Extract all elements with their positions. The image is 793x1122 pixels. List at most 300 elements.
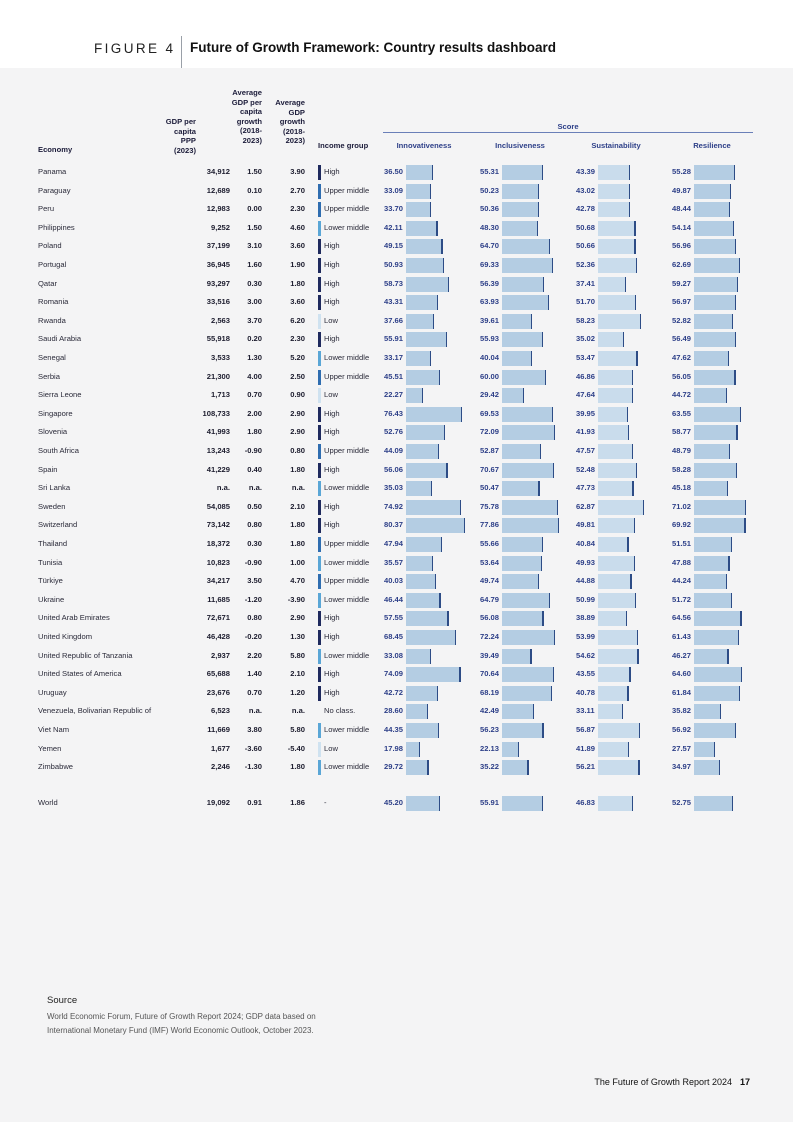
incl-bar-fill xyxy=(502,202,538,217)
incl-score-value: 56.23 xyxy=(480,725,500,734)
sust-score-value: 38.89 xyxy=(576,613,596,623)
income-group-marker xyxy=(318,593,321,608)
income-group-label: High xyxy=(324,241,340,251)
incl-bar-tick xyxy=(537,221,538,236)
innov-score-value: 57.55 xyxy=(384,613,404,623)
sust-bar-tick xyxy=(629,165,630,180)
sust-bar-tick xyxy=(634,556,635,571)
sust-bar-tick xyxy=(629,184,630,199)
resil-score-bar xyxy=(694,593,732,608)
sust-score-value: 43.02 xyxy=(576,185,596,195)
incl-bar-fill xyxy=(502,796,542,811)
innov-bar-fill xyxy=(406,239,441,254)
innov-score-value: 33.70 xyxy=(384,204,404,214)
gdp-growth-value: 4.60 xyxy=(290,222,305,232)
resil-bar-tick xyxy=(744,518,745,533)
incl-bar-tick xyxy=(518,742,519,757)
resil-score-bar xyxy=(694,425,738,440)
incl-bar-fill xyxy=(502,500,557,515)
resil-bar-fill xyxy=(694,463,736,478)
resil-score-value: 64.60 xyxy=(672,669,692,679)
resil-score-bar xyxy=(694,165,735,180)
incl-bar-fill xyxy=(502,221,537,236)
income-group-marker xyxy=(318,481,321,496)
gdp-pc-growth-value: 0.20 xyxy=(247,334,262,344)
resil-bar-tick xyxy=(735,239,736,254)
sust-score-value: 42.78 xyxy=(576,204,596,214)
sust-bar-tick xyxy=(638,760,639,775)
resil-score-value: 69.92 xyxy=(672,520,692,530)
page-header xyxy=(0,0,793,68)
resil-bar-tick xyxy=(739,258,740,273)
resil-score-bar xyxy=(694,277,738,292)
incl-bar-fill xyxy=(502,742,518,757)
innov-bar-tick xyxy=(447,611,448,626)
income-group-label: Lower middle xyxy=(324,557,370,567)
table-row xyxy=(0,182,793,201)
resil-score-bar xyxy=(694,649,729,664)
innov-score-bar xyxy=(406,481,432,496)
incl-bar-tick xyxy=(530,649,531,664)
sust-score-bar xyxy=(598,556,635,571)
innov-bar-fill xyxy=(406,611,447,626)
sust-bar-fill xyxy=(598,611,626,626)
innov-score-bar xyxy=(406,760,429,775)
economy-name: Philippines xyxy=(38,222,75,232)
income-group-marker xyxy=(318,444,321,459)
income-group-marker xyxy=(318,574,321,589)
income-group-label: Low xyxy=(324,390,338,400)
sust-score-bar xyxy=(598,444,633,459)
table-row xyxy=(0,423,793,442)
sust-bar-tick xyxy=(639,723,640,738)
economy-name: United States of America xyxy=(38,669,122,679)
economy-name: United Arab Emirates xyxy=(38,613,110,623)
income-group-label: Lower middle xyxy=(324,222,370,232)
incl-score-bar xyxy=(502,407,553,422)
gdp-pc-growth-value: 3.00 xyxy=(247,297,262,307)
incl-bar-fill xyxy=(502,593,549,608)
sust-score-bar xyxy=(598,165,630,180)
innov-bar-tick xyxy=(441,537,442,552)
resil-bar-fill xyxy=(694,704,720,719)
gdp-growth-value: 3.60 xyxy=(290,297,305,307)
sust-score-bar xyxy=(598,574,632,589)
header-innovativeness: Innovativeness xyxy=(396,141,452,150)
incl-score-value: 64.79 xyxy=(480,594,500,604)
innov-bar-fill xyxy=(406,686,437,701)
income-group-label: Low xyxy=(324,743,338,753)
resil-bar-tick xyxy=(739,686,740,701)
gdp-pc-growth-value: 3.70 xyxy=(247,315,262,325)
sust-score-value: 43.39 xyxy=(576,167,596,176)
innov-bar-tick xyxy=(430,202,431,217)
sust-bar-tick xyxy=(632,481,633,496)
sust-bar-fill xyxy=(598,388,632,403)
incl-bar-tick xyxy=(527,760,528,775)
sust-bar-tick xyxy=(627,686,628,701)
resil-bar-tick xyxy=(740,611,741,626)
sust-bar-tick xyxy=(623,332,624,347)
resil-score-value: 56.96 xyxy=(672,241,692,251)
gdp-pc-growth-value: 3.50 xyxy=(247,576,262,586)
economy-name: Saudi Arabia xyxy=(38,334,82,344)
table-row xyxy=(0,702,793,721)
resil-bar-tick xyxy=(735,295,736,310)
resil-bar-fill xyxy=(694,760,719,775)
income-group-label: High xyxy=(324,334,340,344)
innov-score-bar xyxy=(406,537,442,552)
sust-score-bar xyxy=(598,277,626,292)
income-group-marker xyxy=(318,686,321,701)
header-sustainability: Sustainability xyxy=(591,141,641,150)
incl-score-value: 72.24 xyxy=(480,632,500,641)
incl-bar-tick xyxy=(538,202,539,217)
income-group-marker xyxy=(318,388,321,403)
incl-score-bar xyxy=(502,500,558,515)
resil-bar-tick xyxy=(731,537,732,552)
sust-score-value: 44.88 xyxy=(576,576,596,586)
economy-name: Spain xyxy=(38,464,58,474)
income-group-label: - xyxy=(324,798,327,807)
innov-score-value: 49.15 xyxy=(384,241,404,251)
sust-bar-tick xyxy=(636,351,637,366)
sust-score-bar xyxy=(598,370,633,385)
income-group-marker xyxy=(318,351,321,366)
resil-score-value: 44.72 xyxy=(672,390,692,400)
innov-score-value: 55.91 xyxy=(384,334,404,344)
income-group-label: High xyxy=(324,520,340,530)
incl-score-value: 35.22 xyxy=(480,762,500,772)
gdp-pc-growth-value: 3.80 xyxy=(247,725,262,734)
sust-score-bar xyxy=(598,481,634,496)
gdp-growth-value: n.a. xyxy=(291,706,305,716)
sust-bar-fill xyxy=(598,202,629,217)
innov-score-bar xyxy=(406,332,447,347)
table-row xyxy=(0,405,793,424)
world-row xyxy=(0,794,793,813)
header-gdp-pc-growth: Average GDP per capita growth (2018-2023) xyxy=(231,88,262,145)
economy-name: Sierra Leone xyxy=(38,390,82,400)
incl-score-bar xyxy=(502,444,541,459)
gdp-ppp-value: 19,092 xyxy=(206,798,230,807)
gdp-ppp-value: 13,243 xyxy=(206,446,230,455)
income-group-marker xyxy=(318,518,321,533)
resil-score-bar xyxy=(694,407,741,422)
gdp-growth-value: 1.80 xyxy=(290,278,305,288)
innov-bar-fill xyxy=(406,332,446,347)
incl-bar-fill xyxy=(502,649,530,664)
gdp-growth-value: 2.90 xyxy=(290,408,305,418)
resil-bar-tick xyxy=(735,332,736,347)
economy-name: Tunisia xyxy=(38,557,63,567)
sust-score-value: 49.81 xyxy=(576,520,596,530)
sust-score-value: 33.11 xyxy=(576,706,595,716)
table-row xyxy=(0,386,793,405)
income-group-marker xyxy=(318,202,321,217)
gdp-growth-value: 0.80 xyxy=(290,446,305,455)
resil-bar-fill xyxy=(694,518,744,533)
resil-score-value: 47.62 xyxy=(672,353,692,362)
incl-bar-fill xyxy=(502,239,549,254)
sust-score-value: 39.95 xyxy=(576,408,596,418)
economy-name: World xyxy=(38,798,58,807)
incl-bar-fill xyxy=(502,258,552,273)
innov-bar-tick xyxy=(461,407,462,422)
sust-bar-fill xyxy=(598,444,632,459)
footer-report-title: The Future of Growth Report 2024 xyxy=(594,1077,732,1087)
table-row xyxy=(0,498,793,517)
resil-bar-fill xyxy=(694,556,728,571)
innov-score-value: 58.73 xyxy=(384,278,404,288)
incl-score-value: 70.67 xyxy=(480,464,500,474)
table-row xyxy=(0,647,793,666)
incl-score-value: 68.19 xyxy=(480,687,500,697)
incl-score-bar xyxy=(502,239,550,254)
resil-bar-tick xyxy=(730,184,731,199)
resil-bar-fill xyxy=(694,500,745,515)
resil-bar-tick xyxy=(733,221,734,236)
incl-bar-tick xyxy=(557,500,558,515)
gdp-growth-value: 2.30 xyxy=(290,204,305,214)
sust-score-bar xyxy=(598,742,629,757)
header-inclusiveness: Inclusiveness xyxy=(495,141,545,150)
innov-bar-tick xyxy=(444,425,445,440)
resil-score-value: 71.02 xyxy=(672,501,692,511)
innov-bar-fill xyxy=(406,388,422,403)
economy-name: Poland xyxy=(38,241,62,251)
incl-score-value: 55.31 xyxy=(480,167,500,176)
resil-bar-tick xyxy=(745,500,746,515)
sust-score-value: 50.66 xyxy=(576,241,596,251)
economy-name: Uruguay xyxy=(38,687,67,697)
incl-bar-tick xyxy=(531,314,532,329)
table-row xyxy=(0,554,793,573)
resil-score-bar xyxy=(694,742,715,757)
resil-bar-tick xyxy=(729,444,730,459)
resil-score-value: 52.75 xyxy=(672,798,692,807)
gdp-ppp-value: 2,246 xyxy=(210,762,230,772)
innov-bar-fill xyxy=(406,351,430,366)
sust-bar-tick xyxy=(637,649,638,664)
incl-score-bar xyxy=(502,518,559,533)
income-group-label: High xyxy=(324,669,340,679)
incl-bar-fill xyxy=(502,760,527,775)
source-text: World Economic Forum, Future of Growth Report 2024; GDP data based on International Monetary Fund (IMF) World Economic Outlook, October 2023. xyxy=(47,1012,316,1035)
innov-bar-fill xyxy=(406,295,437,310)
sust-bar-fill xyxy=(598,518,634,533)
sust-bar-tick xyxy=(622,704,623,719)
incl-bar-fill xyxy=(502,277,543,292)
sust-score-value: 53.47 xyxy=(576,353,596,362)
sust-score-value: 53.99 xyxy=(576,632,596,641)
gdp-pc-growth-value: 1.40 xyxy=(247,669,262,679)
innov-score-bar xyxy=(406,611,449,626)
incl-bar-fill xyxy=(502,630,554,645)
incl-bar-tick xyxy=(542,796,543,811)
table-row xyxy=(0,219,793,238)
sust-bar-tick xyxy=(629,202,630,217)
incl-score-bar xyxy=(502,184,539,199)
incl-score-value: 69.33 xyxy=(480,260,500,269)
innov-bar-tick xyxy=(441,239,442,254)
economy-name: Sri Lanka xyxy=(38,483,71,493)
incl-bar-fill xyxy=(502,332,542,347)
resil-bar-tick xyxy=(714,742,715,757)
resil-score-value: 56.97 xyxy=(672,297,692,307)
gdp-ppp-value: 93,297 xyxy=(206,278,230,288)
gdp-growth-value: 3.60 xyxy=(290,241,305,251)
gdp-ppp-value: 36,945 xyxy=(206,260,230,269)
gdp-pc-growth-value: 1.50 xyxy=(247,167,262,176)
incl-score-bar xyxy=(502,221,538,236)
incl-score-value: 69.53 xyxy=(480,408,500,418)
resil-bar-fill xyxy=(694,796,732,811)
innov-bar-fill xyxy=(406,184,430,199)
sust-bar-tick xyxy=(635,295,636,310)
sust-bar-tick xyxy=(634,518,635,533)
gdp-pc-growth-value: 0.80 xyxy=(247,613,262,623)
incl-bar-fill xyxy=(502,463,553,478)
incl-bar-tick xyxy=(542,611,543,626)
incl-bar-tick xyxy=(542,165,543,180)
resil-bar-tick xyxy=(740,407,741,422)
innov-bar-fill xyxy=(406,649,430,664)
sust-bar-fill xyxy=(598,239,634,254)
resil-score-value: 64.56 xyxy=(672,613,692,623)
gdp-pc-growth-value: -0.90 xyxy=(244,557,262,567)
gdp-ppp-value: 2,937 xyxy=(210,650,230,660)
gdp-ppp-value: 72,671 xyxy=(206,613,230,623)
incl-score-value: 29.42 xyxy=(480,390,500,400)
gdp-pc-growth-value: -3.60 xyxy=(244,743,262,753)
table-row xyxy=(0,237,793,256)
gdp-pc-growth-value: 2.20 xyxy=(247,650,262,660)
incl-bar-fill xyxy=(502,611,542,626)
resil-score-value: 35.82 xyxy=(672,706,692,716)
innov-score-bar xyxy=(406,388,423,403)
innov-bar-tick xyxy=(430,649,431,664)
income-group-marker xyxy=(318,500,321,515)
incl-score-bar xyxy=(502,742,519,757)
sust-bar-fill xyxy=(598,314,640,329)
sust-bar-tick xyxy=(627,407,628,422)
table-row xyxy=(0,535,793,554)
innov-bar-fill xyxy=(406,444,438,459)
resil-score-bar xyxy=(694,518,746,533)
page-number: 17 xyxy=(739,1077,750,1087)
economy-name: South Africa xyxy=(38,446,79,455)
sust-score-bar xyxy=(598,351,638,366)
resil-score-value: 58.28 xyxy=(672,464,692,474)
incl-score-bar xyxy=(502,704,534,719)
innov-score-bar xyxy=(406,314,434,329)
incl-score-value: 56.08 xyxy=(480,613,500,623)
incl-score-value: 50.47 xyxy=(480,483,500,493)
incl-bar-tick xyxy=(554,425,555,440)
gdp-growth-value: 6.20 xyxy=(290,315,305,325)
resil-score-bar xyxy=(694,481,728,496)
gdp-pc-growth-value: 1.80 xyxy=(247,427,262,437)
resil-score-bar xyxy=(694,630,739,645)
page-footer xyxy=(0,1077,750,1087)
resil-bar-fill xyxy=(694,314,732,329)
resil-score-bar xyxy=(694,796,733,811)
sust-bar-fill xyxy=(598,649,637,664)
incl-bar-tick xyxy=(554,630,555,645)
incl-bar-fill xyxy=(502,370,545,385)
resil-score-bar xyxy=(694,574,727,589)
gdp-ppp-value: n.a. xyxy=(216,483,230,493)
income-group-label: Upper middle xyxy=(324,576,370,586)
incl-score-bar xyxy=(502,593,550,608)
innov-score-value: 45.51 xyxy=(384,371,404,381)
economy-name: Rwanda xyxy=(38,315,66,325)
sust-bar-fill xyxy=(598,425,628,440)
gdp-ppp-value: 54,085 xyxy=(206,501,230,511)
incl-score-value: 50.23 xyxy=(480,185,500,195)
income-group-marker xyxy=(318,760,321,775)
incl-score-bar xyxy=(502,202,539,217)
sust-score-bar xyxy=(598,611,627,626)
resil-score-bar xyxy=(694,500,746,515)
gdp-ppp-value: 6,523 xyxy=(210,706,230,716)
gdp-pc-growth-value: 0.30 xyxy=(247,539,262,548)
sust-score-value: 41.89 xyxy=(576,743,596,753)
innov-score-bar xyxy=(406,351,431,366)
economy-name: Senegal xyxy=(38,353,66,362)
sust-score-bar xyxy=(598,463,637,478)
incl-bar-fill xyxy=(502,574,538,589)
resil-score-value: 46.27 xyxy=(672,650,692,660)
sust-score-bar xyxy=(598,239,636,254)
incl-score-value: 64.70 xyxy=(480,241,500,251)
incl-score-bar xyxy=(502,295,549,310)
income-group-label: Upper middle xyxy=(324,446,370,455)
innov-score-bar xyxy=(406,630,456,645)
innov-bar-fill xyxy=(406,723,438,738)
table-row xyxy=(0,442,793,461)
sust-bar-fill xyxy=(598,184,629,199)
economy-name: Türkiye xyxy=(38,576,63,586)
resil-bar-tick xyxy=(719,760,720,775)
sust-bar-tick xyxy=(628,742,629,757)
resil-bar-fill xyxy=(694,723,735,738)
economy-name: Singapore xyxy=(38,408,73,418)
sust-score-value: 40.84 xyxy=(576,539,596,548)
innov-score-bar xyxy=(406,221,438,236)
sust-score-bar xyxy=(598,425,629,440)
incl-bar-fill xyxy=(502,723,542,738)
gdp-growth-value: 0.90 xyxy=(290,390,305,400)
economy-name: Serbia xyxy=(38,371,60,381)
resil-score-bar xyxy=(694,667,742,682)
table-row xyxy=(0,591,793,610)
resil-score-value: 51.51 xyxy=(672,539,692,548)
incl-bar-fill xyxy=(502,314,531,329)
resil-bar-tick xyxy=(729,202,730,217)
resil-bar-fill xyxy=(694,630,738,645)
income-group-label: Upper middle xyxy=(324,539,370,548)
gdp-ppp-value: 2,563 xyxy=(210,315,230,325)
incl-bar-fill xyxy=(502,481,538,496)
income-group-marker xyxy=(318,742,321,757)
sust-score-value: 47.64 xyxy=(576,390,596,400)
incl-score-value: 39.61 xyxy=(480,315,500,325)
resil-bar-fill xyxy=(694,742,714,757)
table-row xyxy=(0,461,793,480)
incl-score-value: 49.74 xyxy=(480,576,500,586)
